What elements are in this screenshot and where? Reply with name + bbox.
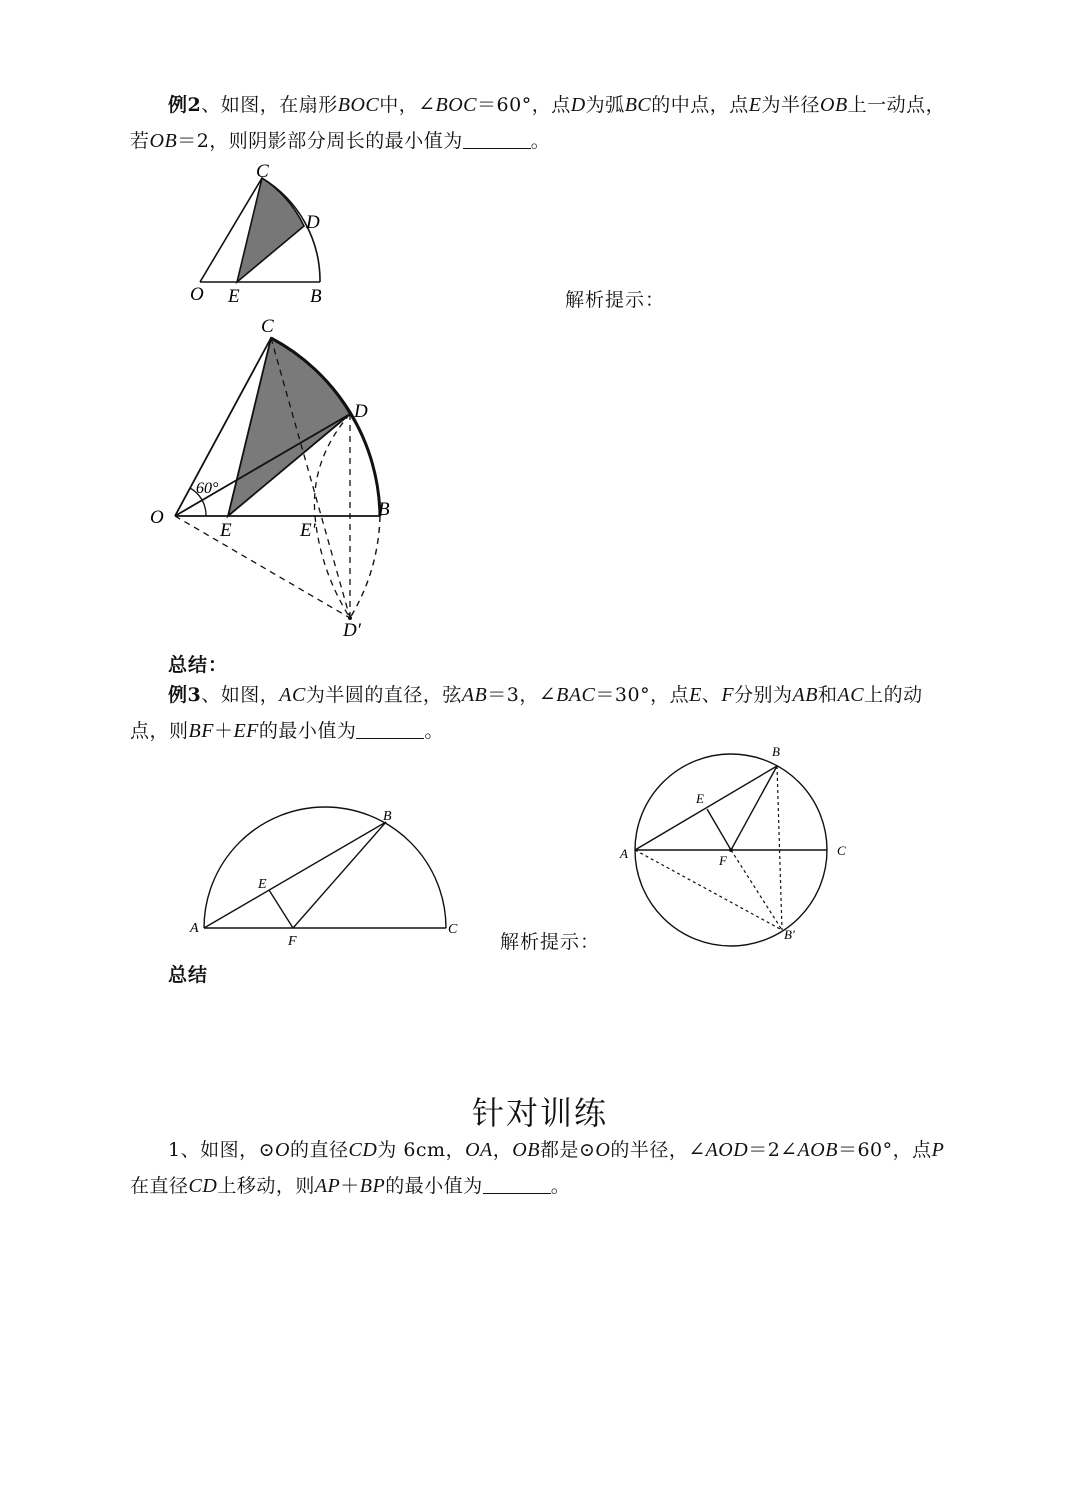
summary-label-1: 总结： (168, 654, 229, 676)
segment-bf (731, 766, 777, 850)
example-2-label: 例2 (168, 94, 202, 116)
label-o: O (150, 507, 164, 528)
example-3-label: 例3 (168, 684, 202, 706)
example-2-text: 例2、如图，在扇形BOC中，∠BOC＝60°，点D为弧BC的中点，点E为半径OB上一动点，若OB＝2，则阴影部分周长的最小值为 。 (130, 94, 946, 152)
section-title: 针对训练 (471, 1094, 608, 1132)
arc-d-dprime (350, 516, 380, 618)
answer-blank (463, 130, 531, 149)
label-c: C (448, 922, 458, 937)
segment-b-bprime (777, 766, 782, 930)
semicircle-arc (204, 807, 446, 928)
figure-4-circle (600, 740, 860, 970)
segment-bf (293, 822, 386, 928)
label-b-prime: B′ (784, 927, 795, 942)
answer-blank (356, 720, 424, 739)
label-e: E (220, 520, 232, 541)
curve-eprime-dprime (315, 516, 350, 618)
label-e: E (258, 877, 267, 892)
segment-f-bprime (731, 850, 782, 930)
label-f: F (719, 853, 727, 868)
angle-label: 60° (196, 480, 219, 497)
example-3-text: 例3、如图，AC为半圆的直径，弦AB＝3，∠BAC＝30°，点E、F分别为AB和AC上的动点，则BF＋EF的最小值为 。 (130, 684, 923, 742)
label-d: D (306, 212, 320, 233)
label-b: B (310, 286, 322, 307)
label-f: F (288, 934, 297, 949)
arc-db (350, 414, 380, 516)
label-d: D (354, 401, 368, 422)
label-d-prime: D′ (343, 620, 361, 641)
figure-3-semicircle (180, 800, 470, 950)
label-b: B (772, 744, 780, 759)
label-e-prime: E′ (300, 520, 316, 541)
chord-ab (204, 822, 386, 928)
summary-label-2: 总结 (168, 964, 209, 986)
label-a: A (620, 846, 628, 861)
label-b: B (378, 499, 390, 520)
label-e: E (228, 286, 240, 307)
segment-ef (707, 809, 731, 850)
segment-o-dprime (175, 516, 350, 618)
label-o: O (190, 284, 204, 305)
shaded-region (228, 338, 350, 516)
label-a: A (190, 921, 199, 936)
label-c: C (261, 316, 274, 337)
chord-ab (635, 766, 777, 850)
answer-blank (483, 1175, 551, 1194)
segment-ef (269, 890, 293, 928)
label-b: B (383, 809, 392, 824)
shaded-region (237, 178, 304, 282)
figure-1-sector (180, 160, 360, 310)
hint-label-1: 解析提示： (565, 289, 666, 311)
label-e: E (696, 791, 704, 806)
figure-2-reflection (140, 310, 420, 650)
hint-label-2: 解析提示： (500, 931, 601, 953)
point-f (729, 848, 733, 852)
label-c: C (837, 843, 846, 858)
segment-a-bprime (635, 850, 782, 930)
exercise-1-text: 1、如图，⊙O的直径CD为 6cm，OA，OB都是⊙O的半径，∠AOD＝2∠AOB＝60°，点P在直径CD上移动，则AP＋BP的最小值为 。 (130, 1139, 945, 1197)
label-c: C (256, 161, 269, 182)
